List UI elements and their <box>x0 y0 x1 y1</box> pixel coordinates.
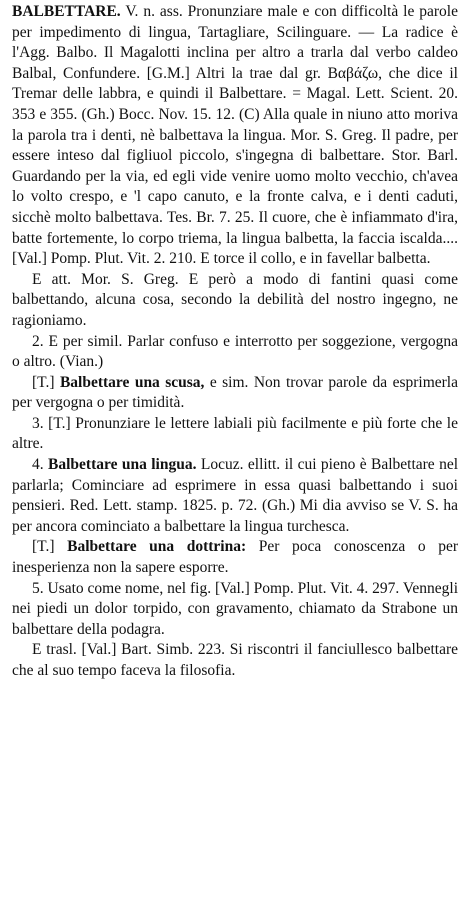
sense-number: 2. <box>32 332 44 350</box>
sense-number: 3. [T.] <box>32 414 71 432</box>
phrase-headword: Balbettare una lingua. <box>48 456 197 474</box>
sense-text: E att. Mor. S. Greg. E però a modo di fantini quasi come balbettando, alcuna cosa, secondo la debilità del nostro ingegno, ne ragioniamo. <box>12 270 458 329</box>
sense-text: Pronunziare le lettere labiali più facilmente e più forte che le altre. <box>12 414 458 453</box>
sense-text: Usato come nome, nel fig. [Val.] Pomp. Plut. Vit. 4. 297. Vennegli nei piedi un dolor torpido, con gravamento, chiamato da Strabone un balbettare della podagra. <box>12 579 459 638</box>
source-tag: [T.] <box>32 538 55 556</box>
sense-text: Locuz. ellitt. il cui pieno è Balbettare nel parlarla; Cominciare ad esprimere in essa quasi balbettando i suoi pensieri. Red. Lett. stamp. 1825. p. 72. (Gh.) Mi dia avviso se V. S. ha per ancora cominciato a balbettare la lingua turchesca. <box>12 456 459 535</box>
sense-text: e sim. Non trovar parole da esprimerla per vergogna o per timidità. <box>12 373 458 412</box>
sense-text: Per poca conoscenza o per inesperienza non la sapere esporre. <box>12 538 458 577</box>
sense-number: 5. <box>32 579 44 597</box>
phrase-headword: Balbettare una dottrina: <box>67 538 247 556</box>
definition-text: V. n. ass. Pronunziare male e con difficoltà le parole per impedimento di lingua, Tartagliare, Scilinguare. — La radice è l'Agg. Balbo. Il Magalotti inclina per altro a trarla dal verbo caldeo Balbal, Confundere. [G.M.] Altri la trae dal gr. Βαβάζω, che dice il Tremar delle labbra, e quindi il Balbettare. = Magal. Lett. Scient. 20. 353 e 355. (Gh.) Bocc. Nov. 15. 12. (C) Alla quale in niuno atto moriva la parola tra i denti, nè balbettava la lingua. Mor. S. Greg. Il padre, per essere inteso dal figliuol piccolo, s'ingegna di balbettare. Stor. Barl. Guardando per la via, ed egli vide venire uomo molto vecchio, ch'avea lo volto crespo, e 'l capo canuto, e la fronte calva, e i denti caduti, sicchè molto balbettava. Tes. Br. 7. 25. Il cuore, che è infiammato d'ira, batte fortemente, lo corpo triema, la lingua balbetta, la faccia iscalda.... [Val.] Pomp. Plut. Vit. 2. 210. E torce il collo, e in favellar balbetta. <box>12 3 458 268</box>
dictionary-entry <box>12 2 458 682</box>
subsense-scusa <box>12 373 458 414</box>
entry-definition <box>12 2 458 270</box>
sense-4 <box>12 455 458 537</box>
sense-text: E per simil. Parlar confuso e interrotto per soggezione, vergogna o altro. (Vian.) <box>12 332 458 371</box>
sense-number: 4. <box>32 456 44 474</box>
sense-transitive <box>12 270 458 332</box>
sense-3 <box>12 414 458 455</box>
sense-figurative <box>12 640 458 681</box>
sense-2 <box>12 332 458 373</box>
sense-text: E trasl. [Val.] Bart. Simb. 223. Si riscontri il fanciullesco balbettare che al suo tempo faceva la filosofia. <box>12 641 458 679</box>
phrase-headword: Balbettare una scusa, <box>59 373 205 391</box>
subsense-dottrina <box>12 537 458 578</box>
entry-headword: BALBETTARE. <box>12 3 121 20</box>
source-tag: [T.] <box>32 373 55 391</box>
sense-5 <box>12 579 458 641</box>
